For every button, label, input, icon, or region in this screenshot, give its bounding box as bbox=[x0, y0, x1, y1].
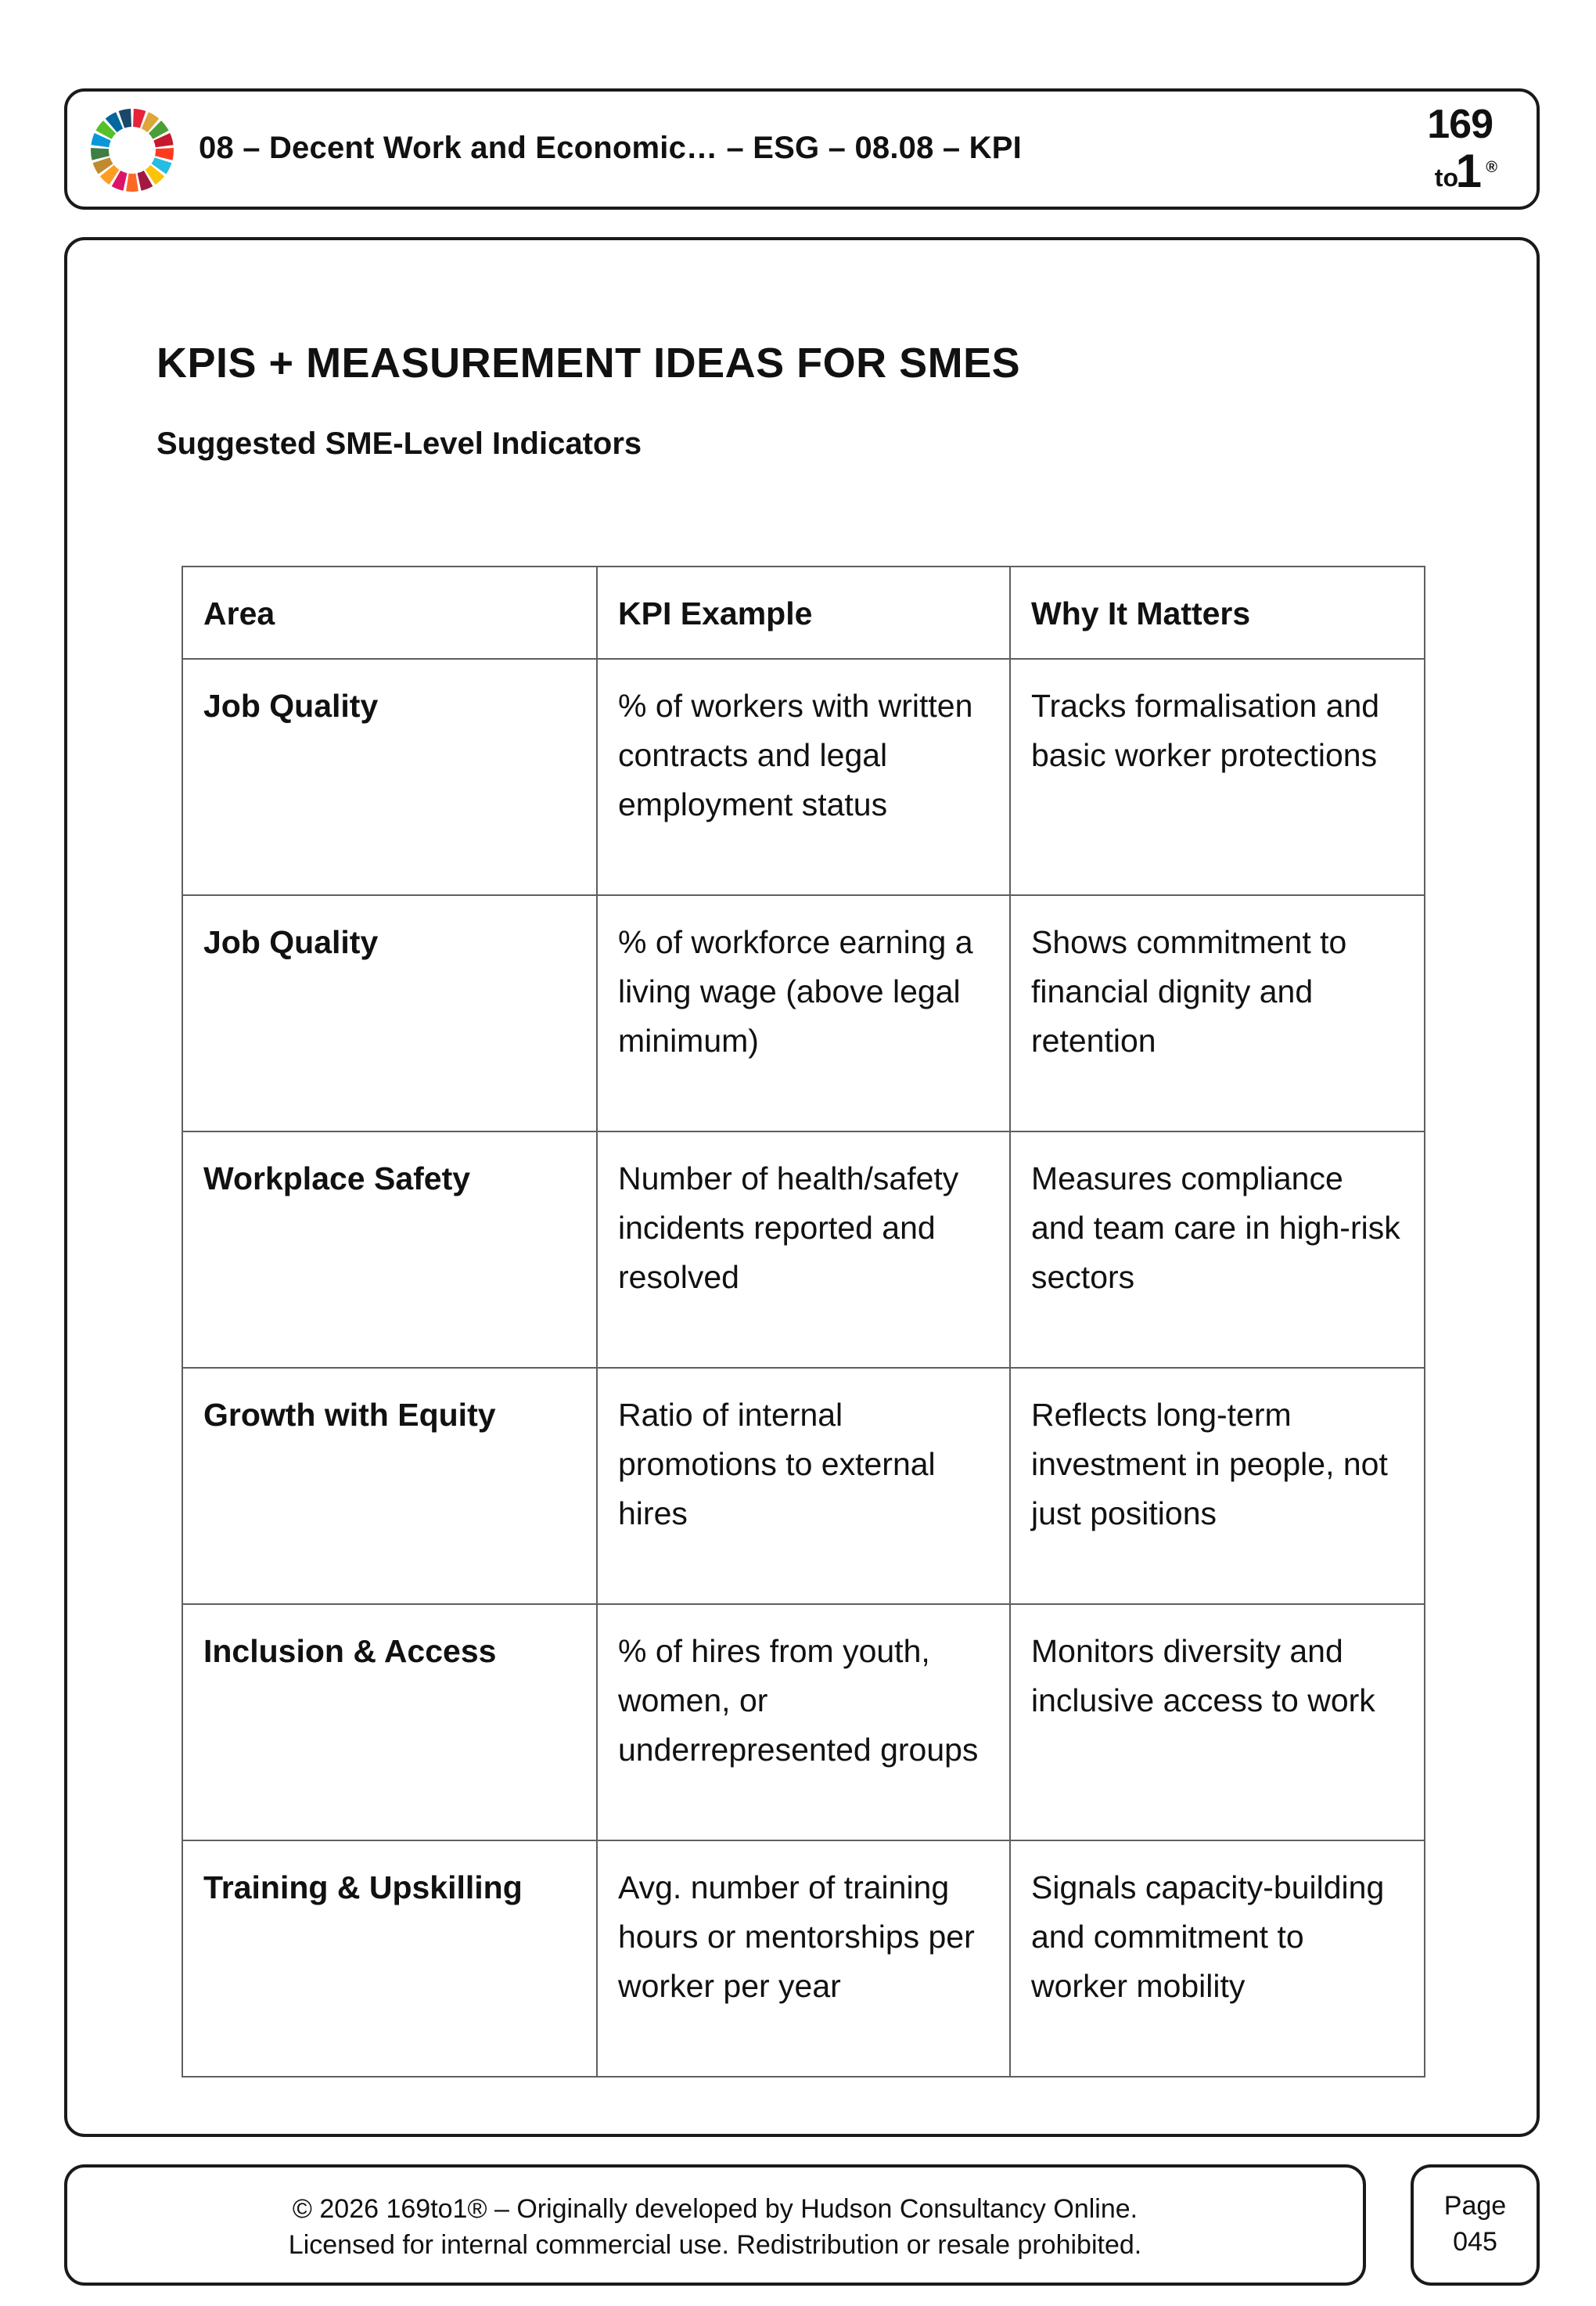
header-title: 08 – Decent Work and Economic… – ESG – 08.08 – KPI bbox=[199, 131, 1022, 165]
table-row bbox=[182, 1604, 1425, 1840]
kpi-cell: Number of health/safety incidents reported and resolved bbox=[597, 1131, 1010, 1368]
area-cell: Workplace Safety bbox=[182, 1131, 597, 1368]
area-cell: Growth with Equity bbox=[182, 1368, 597, 1604]
footer-license-line: Licensed for internal commercial use. Redistribution or resale prohibited. bbox=[288, 2230, 1142, 2260]
footer-copyright-line: © 2026 169to1® – Originally developed by Hudson Consultancy Online. bbox=[292, 2194, 1138, 2224]
page-label: Page bbox=[1443, 2191, 1507, 2221]
table-row bbox=[182, 1840, 1425, 2077]
kpi-cell: Avg. number of training hours or mentorships per worker per year bbox=[597, 1840, 1010, 2077]
area-cell: Job Quality bbox=[182, 895, 597, 1131]
table-row bbox=[182, 895, 1425, 1131]
main-content bbox=[64, 237, 1540, 2137]
header-kpi-example: KPI Example bbox=[597, 567, 1010, 659]
brand-number: 169 bbox=[1427, 102, 1493, 147]
table-row bbox=[182, 1131, 1425, 1368]
why-cell: Monitors diversity and inclusive access to work bbox=[1010, 1604, 1425, 1840]
brand-logo bbox=[1396, 98, 1513, 200]
brand-to: to bbox=[1434, 164, 1458, 192]
sdg-wheel-icon bbox=[89, 107, 175, 193]
header-area: Area bbox=[182, 567, 597, 659]
kpi-cell: % of workers with written contracts and legal employment status bbox=[597, 659, 1010, 895]
why-cell: Reflects long-term investment in people, not just positions bbox=[1010, 1368, 1425, 1604]
header-why-it-matters: Why It Matters bbox=[1010, 567, 1425, 659]
document-header bbox=[64, 88, 1540, 210]
kpi-cell: % of hires from youth, women, or underrepresented groups bbox=[597, 1604, 1010, 1840]
kpi-cell: % of workforce earning a living wage (above legal minimum) bbox=[597, 895, 1010, 1131]
footer-license bbox=[64, 2164, 1366, 2286]
brand-registered-mark: ® bbox=[1486, 159, 1497, 176]
table-row bbox=[182, 1368, 1425, 1604]
area-cell: Training & Upskilling bbox=[182, 1840, 597, 2077]
table-header-row bbox=[182, 567, 1425, 659]
why-cell: Tracks formalisation and basic worker protections bbox=[1010, 659, 1425, 895]
kpi-cell: Ratio of internal promotions to external hires bbox=[597, 1368, 1010, 1604]
why-cell: Shows commitment to financial dignity and retention bbox=[1010, 895, 1425, 1131]
page-number: 045 bbox=[1453, 2227, 1497, 2257]
why-cell: Signals capacity-building and commitment to worker mobility bbox=[1010, 1840, 1425, 2077]
brand-one: 1 bbox=[1455, 145, 1482, 197]
why-cell: Measures compliance and team care in high-risk sectors bbox=[1010, 1131, 1425, 1368]
kpi-table bbox=[182, 566, 1425, 2078]
page-title: KPIS + MEASUREMENT IDEAS FOR SMES bbox=[156, 340, 1021, 387]
area-cell: Job Quality bbox=[182, 659, 597, 895]
page-number-box bbox=[1411, 2164, 1540, 2286]
page-subtitle: Suggested SME-Level Indicators bbox=[156, 426, 642, 461]
area-cell: Inclusion & Access bbox=[182, 1604, 597, 1840]
table-row bbox=[182, 659, 1425, 895]
